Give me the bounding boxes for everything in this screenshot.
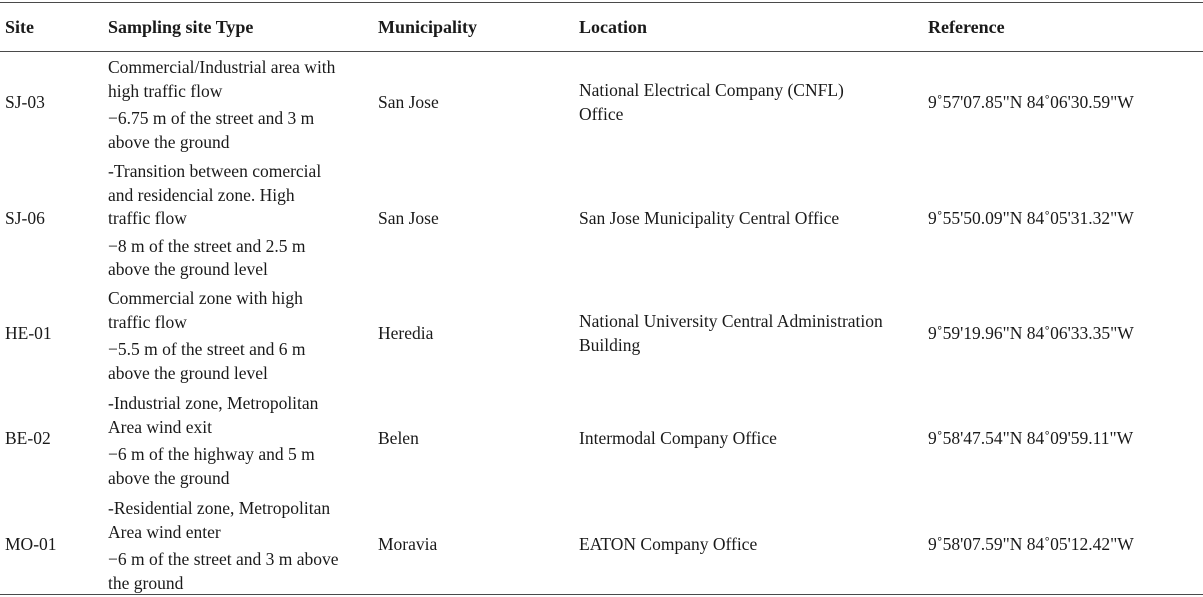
header-site: Site <box>5 17 34 37</box>
table-bottom-rule <box>0 594 1203 595</box>
type-text: and residencial zone. High <box>108 184 295 205</box>
type-text: Area wind exit <box>108 416 212 437</box>
reference-cell: 9˚58'47.54"N 84˚09'59.11"W <box>928 428 1134 448</box>
location-cell <box>579 79 929 126</box>
type-text: Commercial zone with high <box>108 288 303 308</box>
type-text: Area wind enter <box>108 521 221 542</box>
location-cell <box>579 310 929 357</box>
header-reference: Reference <box>928 17 1005 37</box>
type-text: above the ground <box>108 131 230 152</box>
type-text: high traffic flow <box>108 80 223 101</box>
type-text: -Transition between comercial <box>108 161 322 181</box>
type-text: above the ground level <box>108 362 268 383</box>
type-text: −6 m of the highway and 5 m <box>108 444 315 464</box>
location-text: Intermodal Company Office <box>579 428 777 448</box>
municipality-cell: San Jose <box>378 92 439 112</box>
sampling-type-cell <box>108 160 376 282</box>
site-cell: MO-01 <box>5 534 57 554</box>
type-text: traffic flow <box>108 311 187 332</box>
location-cell <box>579 207 929 231</box>
reference-cell: 9˚55'50.09"N 84˚05'31.32"W <box>928 208 1134 228</box>
table-row <box>0 287 1203 383</box>
sampling-type-cell <box>108 287 376 385</box>
type-text: Commercial/Industrial area with <box>108 57 336 77</box>
type-text: traffic flow <box>108 208 187 228</box>
site-cell: HE-01 <box>5 323 52 343</box>
location-cell <box>579 427 929 451</box>
table-top-rule <box>0 2 1203 3</box>
reference-cell: 9˚59'19.96"N 84˚06'33.35"W <box>928 323 1134 343</box>
type-text: the ground <box>108 572 184 593</box>
header-sampling-site-type: Sampling site Type <box>108 17 254 37</box>
site-cell: SJ-03 <box>5 92 45 112</box>
site-cell: SJ-06 <box>5 208 45 228</box>
reference-cell: 9˚57'07.85"N 84˚06'30.59"W <box>928 92 1134 112</box>
table-row <box>0 497 1203 593</box>
header-location: Location <box>579 17 648 37</box>
location-text: Building <box>579 334 641 355</box>
table-row <box>0 160 1203 280</box>
type-text: −8 m of the street and 2.5 m <box>108 235 306 256</box>
location-text: National University Central Administration <box>579 311 883 331</box>
type-text: above the ground level <box>108 259 268 279</box>
site-cell: BE-02 <box>5 428 51 448</box>
reference-cell: 9˚58'07.59"N 84˚05'12.42"W <box>928 534 1134 554</box>
type-text: -Industrial zone, Metropolitan <box>108 393 319 413</box>
sampling-type-cell <box>108 392 376 490</box>
location-text: Office <box>579 103 624 124</box>
municipality-cell: Belen <box>378 428 419 448</box>
type-text: -Residential zone, Metropolitan <box>108 498 331 518</box>
table-row <box>0 56 1203 152</box>
municipality-cell: Moravia <box>378 534 438 554</box>
type-text: −6 m of the street and 3 m above <box>108 549 339 569</box>
table-row <box>0 392 1203 488</box>
table-header-rule <box>0 51 1203 52</box>
municipality-cell: Heredia <box>378 323 434 343</box>
location-text: EATON Company Office <box>579 534 758 554</box>
municipality-cell: San Jose <box>378 208 439 228</box>
type-text: −6.75 m of the street and 3 m <box>108 108 315 128</box>
location-text: National Electrical Company (CNFL) <box>579 80 844 100</box>
type-text: −5.5 m of the street and 6 m <box>108 339 306 359</box>
type-text: above the ground <box>108 467 230 488</box>
location-text: San Jose Municipality Central Office <box>579 208 840 228</box>
header-municipality: Municipality <box>378 17 478 37</box>
location-cell <box>579 533 929 557</box>
sampling-type-cell <box>108 497 376 595</box>
sampling-type-cell <box>108 56 376 154</box>
